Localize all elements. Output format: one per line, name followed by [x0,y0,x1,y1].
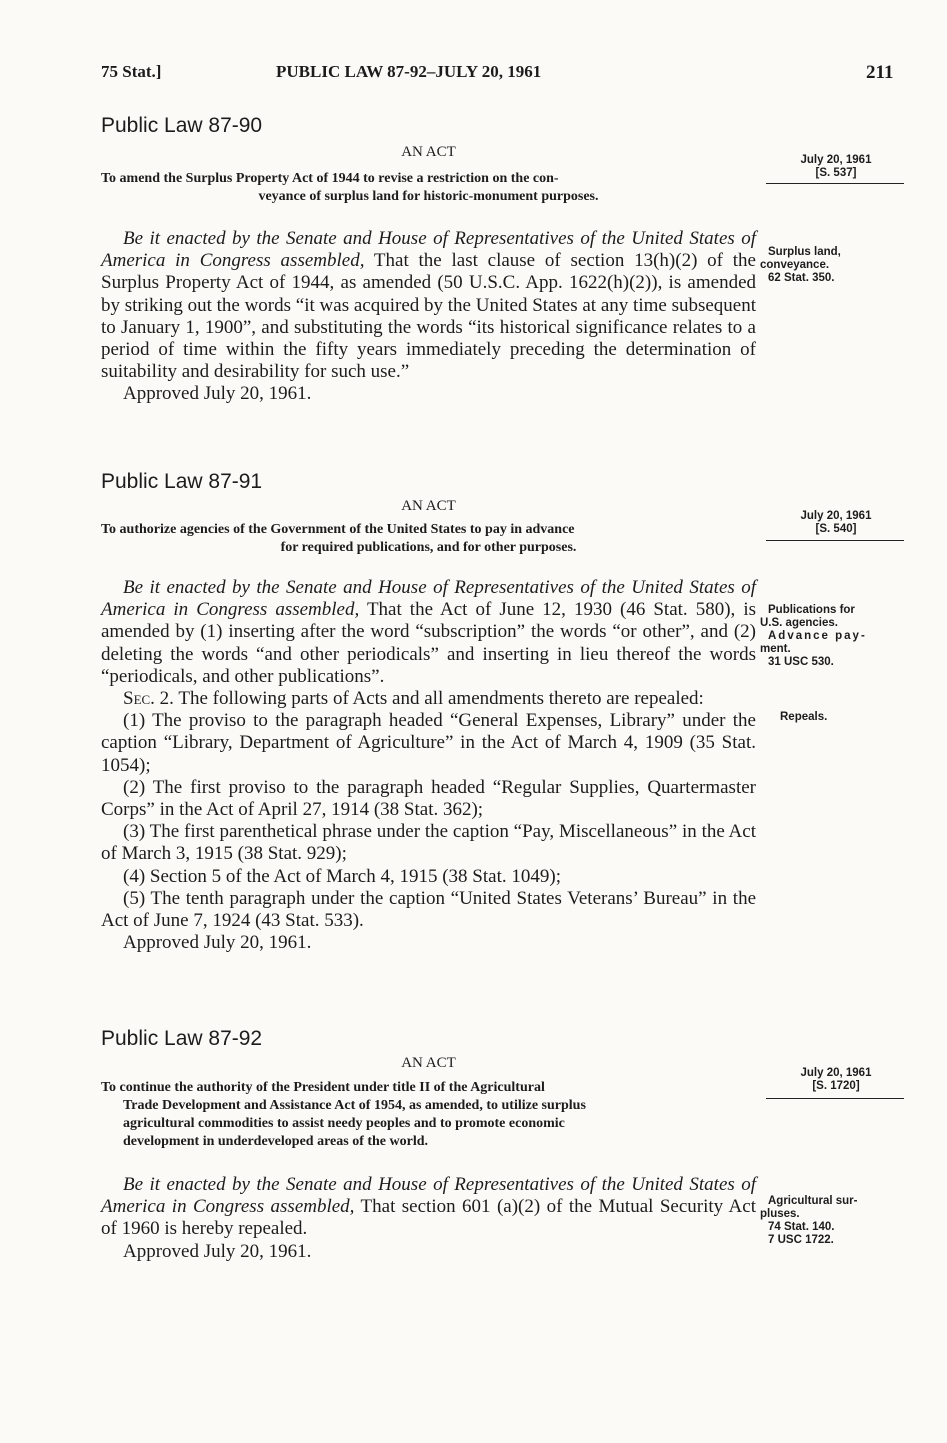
margin-note-87-92 [760,1195,910,1247]
enacting-paragraph [101,577,756,688]
margin-note-line: conveyance. [760,259,830,271]
purpose-87-90 [101,170,756,206]
margin-date-87-92 [766,1067,906,1093]
section-2 [101,688,756,710]
purpose-line: Trade Development and Assistance Act of 1954, as amended, to utilize surplus [123,1098,586,1113]
law-title-87-91: Public Law 87-91 [101,470,263,493]
margin-bill: [S. 1720] [812,1080,860,1092]
repeal-item: (4) Section 5 of the Act of March 4, 1915 (38 Stat. 1049); [123,865,561,887]
act-heading-87-91: AN ACT [401,498,456,514]
margin-note-line: 74 Stat. 140. [768,1221,835,1233]
margin-date-87-91 [766,510,906,536]
header-title: PUBLIC LAW 87-92–JULY 20, 1961 [276,62,542,81]
purpose-line: veyance of surplus land for historic-monument purposes. [258,189,599,204]
margin-note-87-91 [760,604,910,669]
purpose-line: development in underdeveloped areas of the world. [123,1134,429,1149]
margin-note-line: Surplus land, [768,246,841,258]
margin-date: July 20, 1961 [800,1067,872,1079]
margin-note-line: 31 USC 530. [768,656,834,668]
margin-note-line: U.S. agencies. [760,617,838,629]
margin-note-87-90 [760,246,910,285]
law-title-87-90: Public Law 87-90 [101,114,263,137]
enacting-paragraph [101,228,756,383]
body-text: That the Act of June 12, 1930 (46 Stat. 580), is amended by (1) inserting after the word “subscription” the words “or other”, and (2) deleting the words “and other periodicals” and inserting in lieu thereof the words “periodicals, and other publications”. [101,599,756,687]
margin-note-line: 7 USC 1722. [768,1234,834,1246]
act-heading-87-90: AN ACT [401,144,456,160]
approved-line: Approved July 20, 1961. [123,1240,312,1262]
purpose-line: for required publications, and for other purposes. [280,540,577,555]
margin-repeals: Repeals. [780,711,828,723]
approved-line: Approved July 20, 1961. [123,383,312,405]
purpose-87-92 [101,1079,756,1151]
repeal-item: (3) The first parenthetical phrase under the caption “Pay, Miscellaneous” in the Act of March 3, 1915 (38 Stat. 929); [101,821,756,865]
section-label: Sec. 2. [123,688,174,710]
repeal-item: (5) The tenth paragraph under the caption “United States Veterans’ Bureau” in the Act of June 7, 1924 (43 Stat. 533). [101,887,756,932]
margin-bill: [S. 537] [815,167,857,179]
margin-date: July 20, 1961 [800,154,872,166]
law-title-87-92: Public Law 87-92 [101,1027,263,1050]
purpose-line: To amend the Surplus Property Act of 1944 to revise a restriction on the con- [101,171,559,186]
repeal-item: (2) The first proviso to the paragraph headed “Regular Supplies, Quartermaster Corps” in the Act of April 27, 1914 (38 Stat. 362); [101,776,756,821]
body-text: That the last clause of section 13(h)(2) of the Surplus Property Act of 1944, as amended (50 U.S.C. App. 1622(h)(2)), is amended by striking out the words “it was acquired by the United States at any time subsequent to January 1, 1900”, and substituting the words “its historical significance relates to a period of time within the fifty years immediately preceding the determination of suitability and desirability for such use.” [101,250,756,383]
body-87-91 [101,577,756,954]
section-text: The following parts of Acts and all amendments thereto are repealed: [173,688,704,710]
margin-note-line: Publications for [768,604,855,616]
margin-rule [766,183,904,184]
margin-date: July 20, 1961 [800,510,872,522]
purpose-line: To authorize agencies of the Government of the United States to pay in advance [101,522,575,537]
margin-rule [766,540,904,541]
purpose-line: agricultural commodities to assist needy peoples and to promote economic [123,1116,565,1131]
purpose-87-91 [101,521,756,557]
page-number: 211 [866,62,894,83]
approved-line: Approved July 20, 1961. [123,932,312,954]
margin-rule [766,1098,904,1099]
act-heading-87-92: AN ACT [401,1055,456,1071]
margin-note-line: Agricultural sur- [768,1195,858,1207]
body-87-92 [101,1174,756,1263]
body-87-90 [101,228,756,406]
purpose-line: To continue the authority of the President under title II of the Agricultural [101,1080,545,1095]
enacting-clause: Be it enacted by the Senate and House of Representatives of the United States of America in Congress assembled, [101,1174,756,1218]
header-volume: 75 Stat.] [101,62,162,81]
margin-note-line: ment. [760,643,791,655]
margin-bill: [S. 540] [815,523,857,535]
margin-note-line: Advance pay- [768,630,867,642]
enacting-clause: Be it enacted by the Senate and House of Representatives of the United States of America in Congress assembled, [101,228,756,272]
margin-note-line: pluses. [760,1208,800,1220]
margin-note-line: 62 Stat. 350. [768,272,835,284]
enacting-paragraph [101,1174,756,1241]
margin-date-87-90 [766,154,906,180]
body-text: That section 601 (a)(2) of the Mutual Security Act of 1960 is hereby repealed. [101,1196,756,1240]
repeal-item: (1) The proviso to the paragraph headed “General Expenses, Library” under the caption “Library, Department of Agriculture” in the Act of March 4, 1909 (35 Stat. 1054); [101,710,756,776]
enacting-clause: Be it enacted by the Senate and House of Representatives of the United States of America in Congress assembled, [101,577,756,621]
